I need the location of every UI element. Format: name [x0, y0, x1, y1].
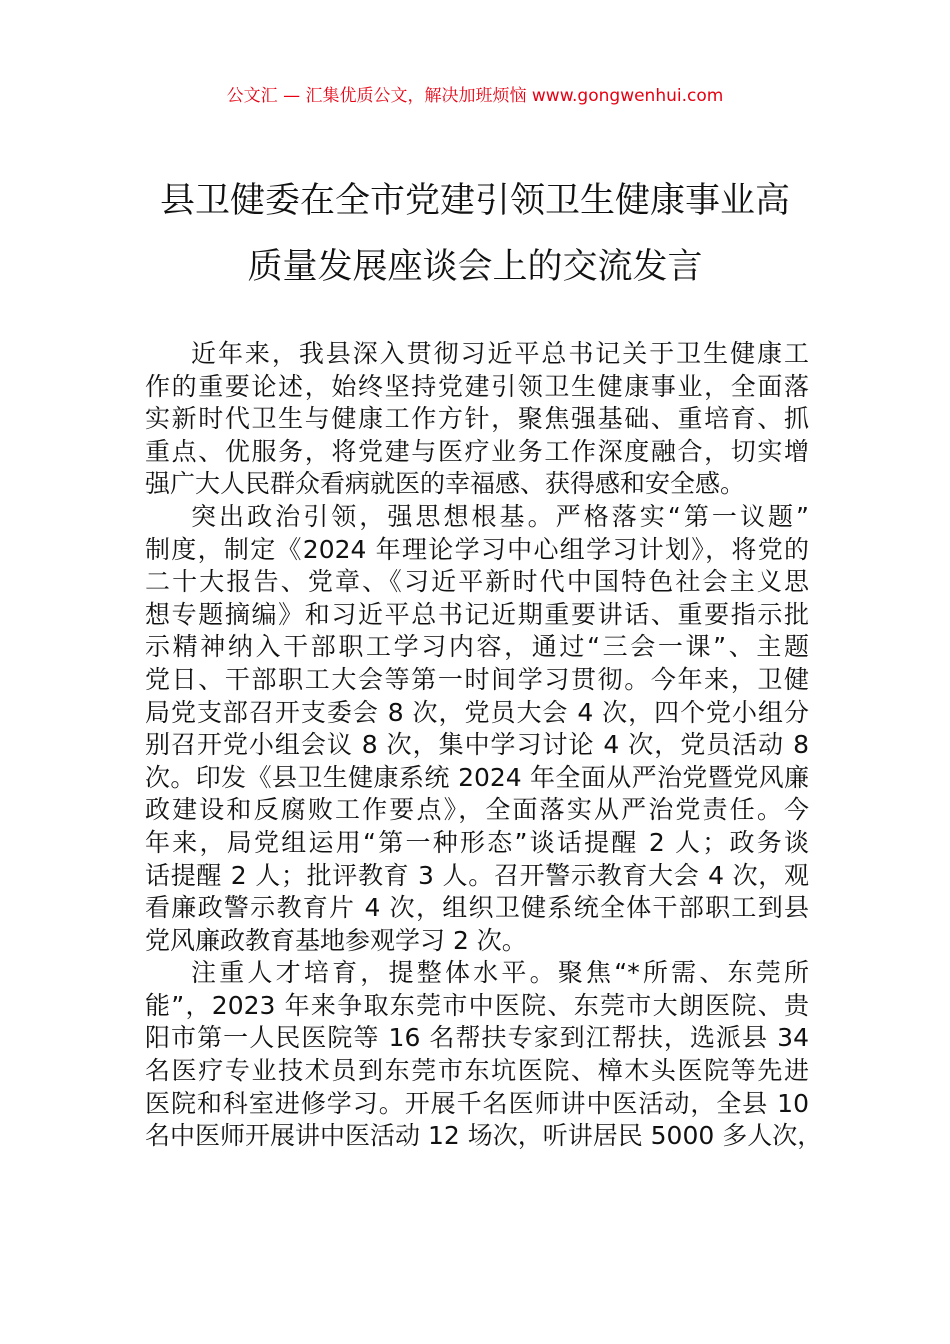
text-line: 党日、干部职工大会等第一时间学习贯彻。今年来，卫健	[145, 664, 809, 694]
text-line: 年来，局党组运用“第一种形态”谈话提醒 2 人；政务谈	[145, 827, 809, 857]
text-line: 政建设和反腐败工作要点》，全面落实从严治党责任。今	[145, 795, 809, 825]
text-line: 次。印发《县卫生健康系统 2024 年全面从严治党暨党风廉	[145, 762, 809, 792]
paragraph-political-leadership	[145, 501, 809, 957]
text-line: 名医疗专业技术员到东莞市东坑医院、樟木头医院等先进	[145, 1056, 809, 1086]
header-banner	[0, 84, 950, 108]
text-line: 想专题摘编》和习近平总书记近期重要讲话、重要指示批	[145, 599, 809, 629]
document-body	[145, 338, 823, 1153]
text-line: 实新时代卫生与健康工作方针，聚焦强基础、重培育、抓	[145, 404, 809, 434]
text-line: 作的重要论述，始终坚持党建引领卫生健康事业，全面落	[145, 371, 809, 401]
text-line: 强广大人民群众看病就医的幸福感、获得感和安全感。	[145, 469, 746, 499]
text-line: 话提醒 2 人；批评教育 3 人。召开警示教育大会 4 次，观	[145, 860, 809, 890]
text-line: 别召开党小组会议 8 次，集中学习讨论 4 次，党员活动 8	[145, 730, 809, 760]
text-line: 阳市第一人民医院等 16 名帮扶专家到江帮扶，选派县 34	[145, 1023, 809, 1053]
text-line: 名中医师开展讲中医活动 12 场次，听讲居民 5000 多人次，	[145, 1121, 823, 1151]
text-line: 示精神纳入干部职工学习内容，通过“三会一课”、主题	[145, 632, 809, 662]
banner-text: 公文汇 — 汇集优质公文，解决加班烦恼 www.gongwenhui.com	[226, 86, 724, 106]
text-line: 局党支部召开支委会 8 次，党员大会 4 次，四个党小组分	[145, 697, 809, 727]
text-line: 党风廉政教育基地参观学习 2 次。	[145, 925, 527, 955]
text-line: 制度，制定《2024 年理论学习中心组学习计划》，将党的	[145, 534, 809, 564]
text-line: 二十大报告、党章、《习近平新时代中国特色社会主义思	[145, 567, 809, 597]
paragraph-talent-cultivation	[145, 957, 823, 1153]
text-line: 注重人才培育，提整体水平。聚焦“*所需、东莞所	[191, 958, 809, 988]
text-line: 近年来，我县深入贯彻习近平总书记关于卫生健康工	[191, 339, 809, 368]
text-line: 能”，2023 年来争取东莞市中医院、东莞市大朗医院、贵	[145, 990, 809, 1020]
paragraph-intro	[145, 338, 809, 501]
text-line: 医院和科室进修学习。开展千名医师讲中医活动，全县 10	[145, 1088, 809, 1118]
text-line: 突出政治引领，强思想根基。严格落实“第一议题”	[191, 501, 809, 531]
title-line: 质量发展座谈会上的交流发言	[247, 247, 703, 287]
text-line: 看廉政警示教育片 4 次，组织卫健系统全体干部职工到县	[145, 893, 809, 923]
document-title	[120, 168, 830, 300]
text-line: 重点、优服务，将党建与医疗业务工作深度融合，切实增	[145, 436, 809, 466]
title-line: 县卫健委在全市党建引领卫生健康事业高	[159, 181, 790, 221]
